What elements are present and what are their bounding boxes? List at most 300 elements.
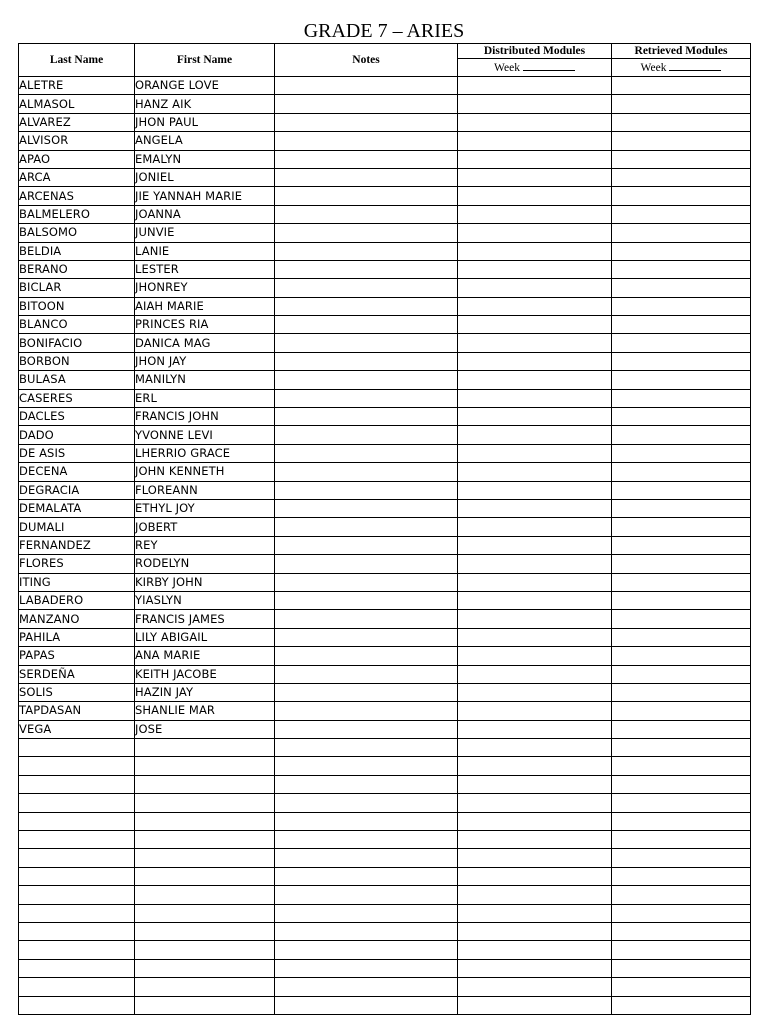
retrieved-cell: [612, 444, 751, 462]
first-name-cell: ERL: [135, 389, 275, 407]
notes-cell: [275, 941, 458, 959]
table-row: [19, 334, 751, 352]
notes-cell: [275, 205, 458, 223]
notes-cell: [275, 978, 458, 996]
last-name-cell: ALETRE: [19, 77, 135, 95]
table-row: [19, 205, 751, 223]
first-name-cell: [135, 775, 275, 793]
table-row: [19, 279, 751, 297]
notes-cell: [275, 371, 458, 389]
table-row: [19, 444, 751, 462]
first-name-cell: JOHN KENNETH: [135, 463, 275, 481]
notes-cell: [275, 481, 458, 499]
distributed-cell: [458, 886, 612, 904]
distributed-cell: [458, 904, 612, 922]
retrieved-cell: [612, 904, 751, 922]
retrieved-cell: [612, 757, 751, 775]
last-name-cell: ALMASOL: [19, 95, 135, 113]
last-name-cell: [19, 849, 135, 867]
retrieved-cell: [612, 481, 751, 499]
retrieved-cell: [612, 113, 751, 131]
first-name-cell: KIRBY JOHN: [135, 573, 275, 591]
notes-cell: [275, 775, 458, 793]
week-label: Week: [640, 62, 667, 74]
distributed-cell: [458, 573, 612, 591]
first-name-cell: [135, 867, 275, 885]
week-blank-line: [669, 59, 721, 71]
table-row: [19, 867, 751, 885]
first-name-cell: PRINCES RIA: [135, 316, 275, 334]
first-name-cell: [135, 886, 275, 904]
retrieved-cell: [612, 316, 751, 334]
retrieved-cell: [612, 775, 751, 793]
first-name-cell: HANZ AIK: [135, 95, 275, 113]
distributed-cell: [458, 757, 612, 775]
retrieved-cell: [612, 702, 751, 720]
last-name-cell: MANZANO: [19, 610, 135, 628]
first-name-cell: [135, 941, 275, 959]
retrieved-cell: [612, 224, 751, 242]
table-row: [19, 389, 751, 407]
last-name-cell: BERANO: [19, 260, 135, 278]
last-name-cell: [19, 996, 135, 1014]
distributed-cell: [458, 426, 612, 444]
last-name-cell: FLORES: [19, 555, 135, 573]
table-row: [19, 702, 751, 720]
last-name-cell: [19, 886, 135, 904]
retrieved-cell: [612, 518, 751, 536]
retrieved-cell: [612, 187, 751, 205]
first-name-cell: JIE YANNAH MARIE: [135, 187, 275, 205]
last-name-cell: [19, 775, 135, 793]
notes-cell: [275, 922, 458, 940]
distributed-cell: [458, 334, 612, 352]
last-name-cell: ALVAREZ: [19, 113, 135, 131]
retrieved-cell: [612, 831, 751, 849]
table-row: [19, 739, 751, 757]
table-row: [19, 886, 751, 904]
notes-cell: [275, 996, 458, 1014]
distributed-cell: [458, 518, 612, 536]
distributed-cell: [458, 113, 612, 131]
notes-cell: [275, 849, 458, 867]
table-row: [19, 426, 751, 444]
distributed-cell: [458, 150, 612, 168]
notes-cell: [275, 408, 458, 426]
first-name-cell: JOSE: [135, 720, 275, 738]
first-name-cell: EMALYN: [135, 150, 275, 168]
last-name-cell: DADO: [19, 426, 135, 444]
distributed-cell: [458, 739, 612, 757]
table-row: [19, 775, 751, 793]
last-name-cell: DEGRACIA: [19, 481, 135, 499]
first-name-cell: JUNVIE: [135, 224, 275, 242]
table-row: [19, 77, 751, 95]
first-name-cell: JHON PAUL: [135, 113, 275, 131]
table-row: [19, 536, 751, 554]
distributed-cell: [458, 352, 612, 370]
notes-cell: [275, 867, 458, 885]
last-name-cell: CASERES: [19, 389, 135, 407]
distributed-cell: [458, 260, 612, 278]
table-row: [19, 150, 751, 168]
last-name-cell: ITING: [19, 573, 135, 591]
first-name-cell: JONIEL: [135, 168, 275, 186]
table-row: [19, 297, 751, 315]
notes-cell: [275, 334, 458, 352]
table-row: [19, 518, 751, 536]
last-name-cell: ARCA: [19, 168, 135, 186]
retrieved-cell: [612, 536, 751, 554]
retrieved-cell: [612, 371, 751, 389]
notes-cell: [275, 499, 458, 517]
distributed-cell: [458, 922, 612, 940]
notes-cell: [275, 77, 458, 95]
retrieved-cell: [612, 132, 751, 150]
retrieved-cell: [612, 426, 751, 444]
notes-cell: [275, 610, 458, 628]
retrieved-cell: [612, 665, 751, 683]
notes-cell: [275, 95, 458, 113]
first-name-cell: SHANLIE MAR: [135, 702, 275, 720]
notes-cell: [275, 518, 458, 536]
notes-cell: [275, 426, 458, 444]
retrieved-cell: [612, 812, 751, 830]
notes-cell: [275, 573, 458, 591]
table-row: [19, 352, 751, 370]
retrieved-cell: [612, 978, 751, 996]
last-name-cell: BULASA: [19, 371, 135, 389]
table-row: [19, 959, 751, 977]
last-name-cell: LABADERO: [19, 591, 135, 609]
last-name-cell: ALVISOR: [19, 132, 135, 150]
notes-cell: [275, 444, 458, 462]
first-name-cell: FRANCIS JOHN: [135, 408, 275, 426]
first-name-cell: RODELYN: [135, 555, 275, 573]
first-name-cell: [135, 996, 275, 1014]
first-name-cell: FRANCIS JAMES: [135, 610, 275, 628]
last-name-cell: PAHILA: [19, 628, 135, 646]
notes-cell: [275, 628, 458, 646]
retrieved-cell: [612, 867, 751, 885]
retrieved-cell: [612, 647, 751, 665]
last-name-cell: DE ASIS: [19, 444, 135, 462]
notes-cell: [275, 150, 458, 168]
table-row: [19, 573, 751, 591]
first-name-cell: YIASLYN: [135, 591, 275, 609]
distributed-cell: [458, 978, 612, 996]
distributed-cell: [458, 591, 612, 609]
first-name-cell: DANICA MAG: [135, 334, 275, 352]
distributed-cell: [458, 389, 612, 407]
retrieved-cell: [612, 555, 751, 573]
distributed-cell: [458, 720, 612, 738]
distributed-cell: [458, 702, 612, 720]
notes-cell: [275, 959, 458, 977]
notes-cell: [275, 279, 458, 297]
notes-cell: [275, 187, 458, 205]
table-row: [19, 922, 751, 940]
retrieved-cell: [612, 242, 751, 260]
table-row: [19, 224, 751, 242]
notes-cell: [275, 904, 458, 922]
distributed-cell: [458, 279, 612, 297]
first-name-cell: JOBERT: [135, 518, 275, 536]
first-name-cell: AIAH MARIE: [135, 297, 275, 315]
notes-cell: [275, 113, 458, 131]
distributed-cell: [458, 463, 612, 481]
first-name-cell: JHON JAY: [135, 352, 275, 370]
first-name-cell: ORANGE LOVE: [135, 77, 275, 95]
notes-cell: [275, 224, 458, 242]
last-name-cell: [19, 867, 135, 885]
table-row: [19, 647, 751, 665]
table-row: [19, 812, 751, 830]
last-name-cell: ARCENAS: [19, 187, 135, 205]
table-row: [19, 113, 751, 131]
retrieved-cell: [612, 168, 751, 186]
distributed-cell: [458, 996, 612, 1014]
first-name-cell: LESTER: [135, 260, 275, 278]
distributed-cell: [458, 812, 612, 830]
notes-cell: [275, 297, 458, 315]
distributed-cell: [458, 941, 612, 959]
last-name-cell: BICLAR: [19, 279, 135, 297]
table-row: [19, 941, 751, 959]
last-name-cell: PAPAS: [19, 647, 135, 665]
distributed-cell: [458, 647, 612, 665]
distributed-cell: [458, 628, 612, 646]
last-name-cell: [19, 739, 135, 757]
first-name-cell: REY: [135, 536, 275, 554]
distributed-cell: [458, 775, 612, 793]
first-name-cell: [135, 904, 275, 922]
table-row: [19, 132, 751, 150]
table-row: [19, 95, 751, 113]
table-row: [19, 665, 751, 683]
distributed-cell: [458, 168, 612, 186]
first-name-cell: YVONNE LEVI: [135, 426, 275, 444]
notes-cell: [275, 389, 458, 407]
retrieved-cell: [612, 941, 751, 959]
first-name-cell: [135, 794, 275, 812]
notes-cell: [275, 260, 458, 278]
distributed-cell: [458, 132, 612, 150]
distributed-cell: [458, 77, 612, 95]
notes-cell: [275, 812, 458, 830]
last-name-cell: DEMALATA: [19, 499, 135, 517]
table-row: [19, 720, 751, 738]
retrieved-cell: [612, 739, 751, 757]
notes-cell: [275, 702, 458, 720]
first-name-cell: ETHYL JOY: [135, 499, 275, 517]
notes-cell: [275, 757, 458, 775]
retrieved-cell: [612, 959, 751, 977]
notes-cell: [275, 168, 458, 186]
retrieved-cell: [612, 591, 751, 609]
distributed-cell: [458, 849, 612, 867]
page-title: GRADE 7 – ARIES: [303, 20, 465, 42]
last-name-cell: APAO: [19, 150, 135, 168]
notes-cell: [275, 242, 458, 260]
first-name-cell: ANGELA: [135, 132, 275, 150]
table-row: [19, 794, 751, 812]
last-name-cell: TAPDASAN: [19, 702, 135, 720]
retrieved-cell: [612, 886, 751, 904]
table-row: [19, 187, 751, 205]
first-name-cell: LHERRIO GRACE: [135, 444, 275, 462]
first-name-cell: [135, 831, 275, 849]
last-name-cell: [19, 812, 135, 830]
table-row: [19, 260, 751, 278]
first-name-cell: JHONREY: [135, 279, 275, 297]
first-name-cell: [135, 978, 275, 996]
last-name-cell: SOLIS: [19, 683, 135, 701]
distributed-cell: [458, 297, 612, 315]
last-name-cell: [19, 922, 135, 940]
week-label: Week: [494, 62, 520, 74]
retrieved-cell: [612, 352, 751, 370]
distributed-cell: [458, 555, 612, 573]
last-name-cell: BALSOMO: [19, 224, 135, 242]
retrieved-cell: [612, 389, 751, 407]
notes-cell: [275, 316, 458, 334]
table-row: [19, 849, 751, 867]
last-name-cell: [19, 757, 135, 775]
table-row: [19, 242, 751, 260]
table-row: [19, 316, 751, 334]
first-name-cell: [135, 959, 275, 977]
retrieved-cell: [612, 205, 751, 223]
distributed-cell: [458, 444, 612, 462]
first-name-cell: [135, 757, 275, 775]
distributed-cell: [458, 536, 612, 554]
table-row: [19, 610, 751, 628]
retrieved-cell: [612, 279, 751, 297]
last-name-cell: BORBON: [19, 352, 135, 370]
notes-cell: [275, 647, 458, 665]
table-row: [19, 978, 751, 996]
last-name-cell: BONIFACIO: [19, 334, 135, 352]
last-name-cell: [19, 941, 135, 959]
last-name-cell: DACLES: [19, 408, 135, 426]
retrieved-cell: [612, 150, 751, 168]
notes-cell: [275, 831, 458, 849]
distributed-cell: [458, 794, 612, 812]
retrieved-cell: [612, 499, 751, 517]
first-name-cell: LILY ABIGAIL: [135, 628, 275, 646]
retrieved-cell: [612, 610, 751, 628]
retrieved-cell: [612, 334, 751, 352]
notes-cell: [275, 555, 458, 573]
first-name-cell: [135, 922, 275, 940]
distributed-week-field: [458, 59, 612, 77]
first-name-cell: [135, 739, 275, 757]
first-name-cell: ANA MARIE: [135, 647, 275, 665]
first-name-cell: JOANNA: [135, 205, 275, 223]
last-name-cell: DECENA: [19, 463, 135, 481]
last-name-cell: DUMALI: [19, 518, 135, 536]
notes-cell: [275, 683, 458, 701]
header-distributed-modules: Distributed Modules: [458, 44, 612, 59]
roster-table: [18, 43, 751, 1015]
last-name-cell: BELDIA: [19, 242, 135, 260]
first-name-cell: KEITH JACOBE: [135, 665, 275, 683]
distributed-cell: [458, 371, 612, 389]
last-name-cell: [19, 794, 135, 812]
last-name-cell: [19, 831, 135, 849]
distributed-cell: [458, 610, 612, 628]
table-row: [19, 591, 751, 609]
table-row: [19, 555, 751, 573]
retrieved-cell: [612, 463, 751, 481]
last-name-cell: BLANCO: [19, 316, 135, 334]
last-name-cell: VEGA: [19, 720, 135, 738]
header-notes: Notes: [275, 44, 458, 77]
last-name-cell: [19, 904, 135, 922]
last-name-cell: [19, 978, 135, 996]
retrieved-cell: [612, 683, 751, 701]
distributed-cell: [458, 242, 612, 260]
table-row: [19, 757, 751, 775]
header-last-name: Last Name: [19, 44, 135, 77]
roster-body: [19, 77, 751, 1015]
retrieved-cell: [612, 628, 751, 646]
first-name-cell: HAZIN JAY: [135, 683, 275, 701]
retrieved-cell: [612, 849, 751, 867]
notes-cell: [275, 794, 458, 812]
week-blank-line: [523, 59, 575, 71]
distributed-cell: [458, 205, 612, 223]
header-first-name: First Name: [135, 44, 275, 77]
retrieved-cell: [612, 77, 751, 95]
retrieved-cell: [612, 297, 751, 315]
header-retrieved-modules: Retrieved Modules: [612, 44, 751, 59]
notes-cell: [275, 665, 458, 683]
first-name-cell: [135, 849, 275, 867]
distributed-cell: [458, 959, 612, 977]
retrieved-cell: [612, 408, 751, 426]
retrieved-cell: [612, 922, 751, 940]
retrieved-cell: [612, 720, 751, 738]
distributed-cell: [458, 867, 612, 885]
table-row: [19, 408, 751, 426]
table-row: [19, 996, 751, 1014]
distributed-cell: [458, 224, 612, 242]
retrieved-cell: [612, 95, 751, 113]
table-row: [19, 481, 751, 499]
table-row: [19, 683, 751, 701]
retrieved-cell: [612, 996, 751, 1014]
retrieved-week-field: [612, 59, 751, 77]
distributed-cell: [458, 316, 612, 334]
notes-cell: [275, 132, 458, 150]
last-name-cell: [19, 959, 135, 977]
distributed-cell: [458, 683, 612, 701]
notes-cell: [275, 739, 458, 757]
table-row: [19, 168, 751, 186]
table-row: [19, 831, 751, 849]
distributed-cell: [458, 408, 612, 426]
retrieved-cell: [612, 794, 751, 812]
first-name-cell: [135, 812, 275, 830]
retrieved-cell: [612, 573, 751, 591]
last-name-cell: FERNANDEZ: [19, 536, 135, 554]
first-name-cell: LANIE: [135, 242, 275, 260]
distributed-cell: [458, 499, 612, 517]
table-row: [19, 463, 751, 481]
notes-cell: [275, 463, 458, 481]
